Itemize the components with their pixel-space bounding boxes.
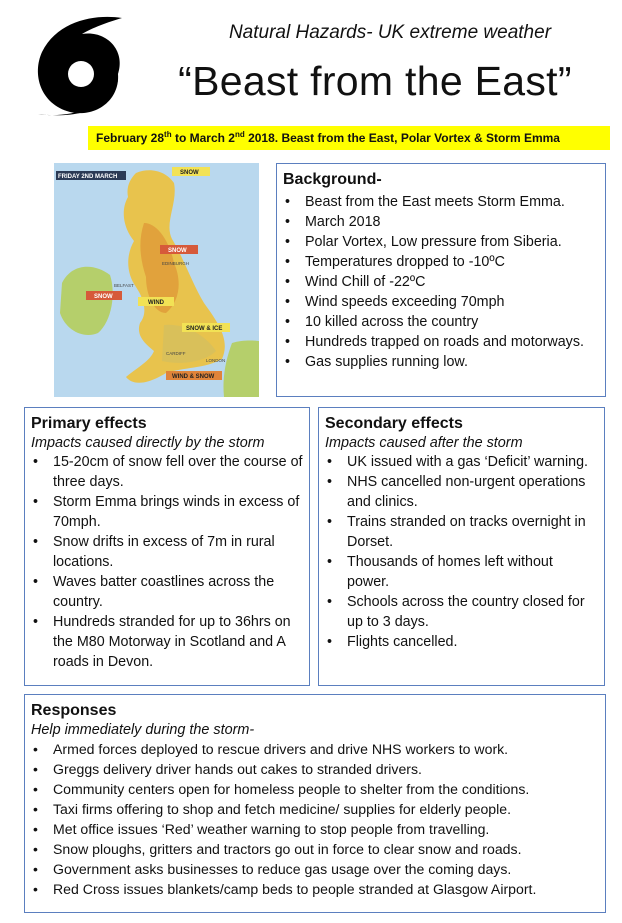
list-item: • March 2018 — [283, 212, 597, 232]
map-label-snow-ice: SNOW & ICE — [186, 326, 223, 332]
secondary-effects-panel — [318, 407, 605, 686]
list-item: • Snow ploughs, gritters and tractors go out in force to clear snow and roads. — [31, 839, 599, 859]
primary-subheading: Impacts caused directly by the storm — [31, 435, 265, 451]
list-item: • Taxi firms offering to shop and fetch medicine/ supplies for elderly people. — [31, 799, 599, 819]
background-list — [283, 192, 597, 372]
list-item: • Schools across the country closed for up to 3 days. — [325, 592, 598, 632]
list-item: • Gas supplies running low. — [283, 352, 597, 372]
list-item: • Waves batter coastlines across the country. — [31, 572, 303, 612]
primary-list — [31, 452, 303, 672]
list-item: • Met office issues ‘Red’ weather warning to stop people from travelling. — [31, 819, 599, 839]
banner-suffix-th: th — [164, 130, 172, 139]
list-item: • Temperatures dropped to -10ºC — [283, 252, 597, 272]
list-item: • Wind speeds exceeding 70mph — [283, 292, 597, 312]
list-item: • Community centers open for homeless people to shelter from the conditions. — [31, 779, 599, 799]
list-item: • Snow drifts in excess of 7m in rural locations. — [31, 532, 303, 572]
list-item: • 15-20cm of snow fell over the course of three days. — [31, 452, 303, 492]
secondary-subheading: Impacts caused after the storm — [325, 435, 523, 451]
secondary-heading: Secondary effects — [325, 415, 463, 432]
page-title: “Beast from the East” — [178, 58, 572, 104]
list-item: • Red Cross issues blankets/camp beds to people stranded at Glasgow Airport. — [31, 879, 599, 899]
secondary-list — [325, 452, 598, 652]
page-subtitle: Natural Hazards- UK extreme weather — [228, 22, 552, 43]
primary-effects-panel — [24, 407, 310, 686]
responses-panel — [24, 694, 606, 913]
list-item: • UK issued with a gas ‘Deficit’ warning. — [325, 452, 598, 472]
map-label-snow-central: SNOW — [168, 248, 187, 254]
banner-date-from: February 28 — [96, 131, 165, 145]
banner-suffix-nd: nd — [234, 130, 245, 139]
list-item: • Polar Vortex, Low pressure from Siberia. — [283, 232, 597, 252]
background-heading: Background- — [283, 171, 382, 188]
list-item: • Government asks businesses to reduce gas usage over the coming days. — [31, 859, 599, 879]
list-item: • 10 killed across the country — [283, 312, 597, 332]
map-place-edinburgh: EDINBURGH — [162, 261, 190, 266]
responses-subheading: Help immediately during the storm- — [31, 722, 255, 738]
map-label-snow-ireland: SNOW — [94, 294, 113, 300]
storm-icon — [26, 12, 134, 120]
primary-heading: Primary effects — [31, 415, 147, 432]
list-item: • Flights cancelled. — [325, 632, 598, 652]
list-item: • Trains stranded on tracks overnight in Dorset. — [325, 512, 598, 552]
list-item: • Thousands of homes left without power. — [325, 552, 598, 592]
list-item: • NHS cancelled non-urgent operations and clinics. — [325, 472, 598, 512]
list-item: • Beast from the East meets Storm Emma. — [283, 192, 597, 212]
list-item: • Greggs delivery driver hands out cakes to stranded drivers. — [31, 759, 599, 779]
banner-rest: 2018. Beast from the East, Polar Vortex & Storm Emma — [244, 131, 560, 145]
list-item: • Hundreds trapped on roads and motorways. — [283, 332, 597, 352]
banner-date-to: to March 2 — [171, 131, 235, 145]
list-item: • Wind Chill of -22ºC — [283, 272, 597, 292]
map-label-wind-snow: WIND & SNOW — [172, 374, 215, 380]
map-date-label: FRIDAY 2ND MARCH — [58, 174, 118, 180]
uk-weather-map — [54, 163, 259, 397]
map-place-belfast: BELFAST — [114, 283, 134, 288]
responses-heading: Responses — [31, 702, 117, 719]
responses-list — [31, 739, 599, 899]
map-place-london: LONDON — [206, 358, 226, 363]
list-item: • Armed forces deployed to rescue drivers and drive NHS workers to work. — [31, 739, 599, 759]
background-panel — [276, 163, 606, 397]
list-item: • Storm Emma brings winds in excess of 70mph. — [31, 492, 303, 532]
date-banner — [88, 126, 610, 150]
map-label-wind: WIND — [148, 300, 164, 306]
list-item: • Hundreds stranded for up to 36hrs on the M80 Motorway in Scotland and A roads in Devon. — [31, 612, 303, 672]
map-label-snow-north: SNOW — [180, 170, 199, 176]
map-place-cardiff: CARDIFF — [166, 351, 186, 356]
